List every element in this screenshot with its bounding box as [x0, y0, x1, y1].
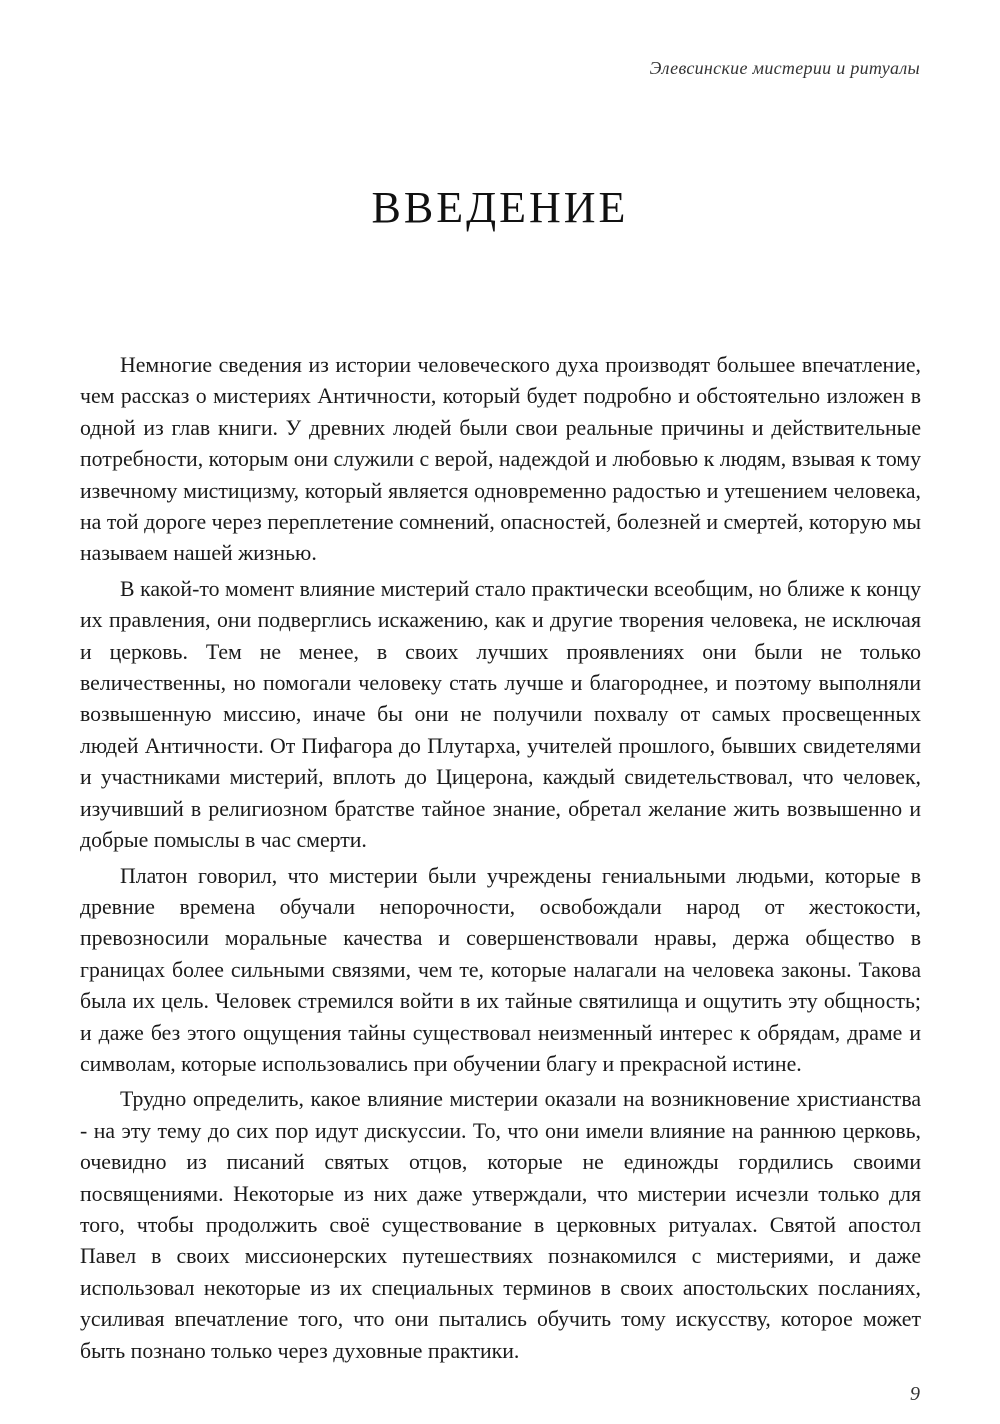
body-text	[80, 350, 921, 1371]
paragraph: Немногие сведения из истории человеческого духа производят большее впечатление, чем рассказ о мистериях Античности, который будет подробно и обстоятельно изложен в одной из глав книги. У древних людей были свои реальные причины и действительные потребности, которым они служили с верой, надеждой и любовью к людям, взывая к тому извечному мистицизму, который является одновременно радостью и утешением человека, на той дороге через переплетение сомнений, опасностей, болезней и смертей, которую мы называем нашей жизнью.	[80, 353, 921, 566]
running-header: Элевсинские мистерии и ритуалы	[649, 58, 920, 78]
paragraph: Платон говорил, что мистерии были учреждены гениальными людьми, которые в древние времена обучали непорочности, освобождали народ от жестокости, превозносили моральные качества и совершенствовали нравы, держа общество в границах более сильными связями, чем те, которые налагали на человека законы. Такова была их цель. Человек стремился войти в их тайные святилища и ощутить эту общность; и даже без этого ощущения тайны существовал неизменный интерес к обрядам, драме и символам, которые использовались при обучении благу и прекрасной истине.	[80, 863, 921, 1076]
paragraph: Трудно определить, какое влияние мистерии оказали на возникновение христианства - на эту тему до сих пор идут дискуссии. То, что они имели влияние на раннюю церковь, очевидно из писаний святых отцов, которые не единожды гордились своими посвящениями. Некоторые из них даже утверждали, что мистерии исчезли только для того, чтобы продолжить своё существование в церковных ритуалах. Святой апостол Павел в своих миссионерских путешествиях познакомился с мистериями, и даже использовал некоторые из их специальных терминов в своих апостольских посланиях, усиливая впечатление того, что они пытались обучить тому искусству, которое может быть познано только через духовные практики.	[80, 1087, 921, 1363]
chapter-title: ВВЕДЕНИЕ	[371, 183, 629, 232]
page-number: 9	[910, 1383, 920, 1405]
paragraph: В какой-то момент влияние мистерий стало практически всеобщим, но ближе к концу их правления, они подверглись искажению, как и другие творения человека, не исключая и церковь. Тем не менее, в своих лучших проявлениях они были не только величественны, но помогали человеку стать лучше и благороднее, и поэтому выполняли возвышенную миссию, иначе бы они не получили похвалу от самых просвещенных людей Античности. От Пифагора до Плутарха, учителей прошлого, бывших свидетелями и участниками мистерий, вплоть до Цицерона, каждый свидетельствовал, что человек, изучивший в религиозном братстве тайное знание, обретал желание жить возвышенно и добрые помыслы в час смерти.	[80, 576, 921, 853]
